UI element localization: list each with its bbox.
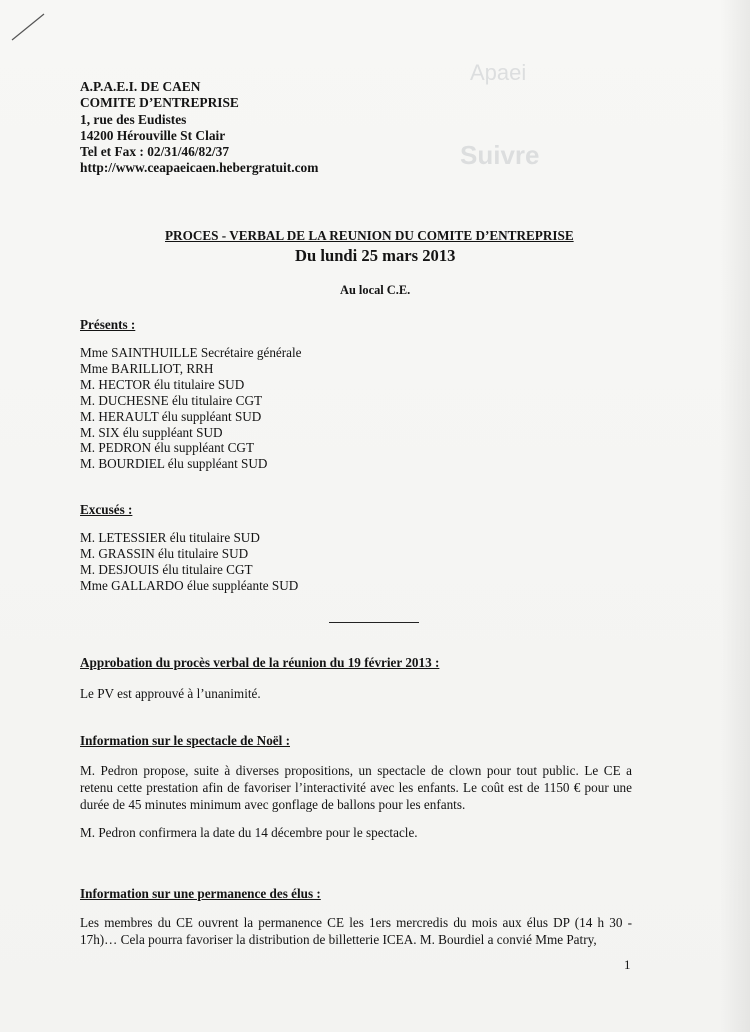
list-item: M. BOURDIEL élu suppléant SUD	[80, 456, 268, 472]
noel-date-paragraph: M. Pedron confirmera la date du 14 décembre pour le spectacle.	[80, 825, 418, 840]
permanence-heading: Information sur une permanence des élus :	[80, 886, 321, 901]
approbation-text: Le PV est approuvé à l’unanimité.	[80, 686, 261, 701]
page-number: 1	[624, 957, 631, 972]
list-item: M. GRASSIN élu titulaire SUD	[80, 545, 249, 561]
presents-heading: Présents :	[80, 317, 136, 332]
approbation-heading: Approbation du procès verbal de la réunion du 19 février 2013 :	[80, 655, 440, 670]
header-url: http://www.ceapaeicaen.hebergratuit.com	[80, 160, 319, 176]
excuses-heading: Excusés :	[80, 502, 133, 517]
section-separator	[329, 622, 419, 623]
organization-header	[80, 79, 318, 177]
bleed-through-text: Suivre	[460, 140, 540, 170]
list-item: M. SIX élu suppléant SUD	[80, 424, 223, 440]
header-line: 1, rue des Eudistes	[80, 111, 187, 127]
presents-list	[80, 345, 302, 472]
list-item: M. DUCHESNE élu titulaire CGT	[80, 392, 263, 408]
noel-heading: Information sur le spectacle de Noël :	[80, 733, 290, 748]
permanence-paragraph: Les membres du CE ouvrent la permanence CE les 1ers mercredis du mois aux élus DP (14 h 30 - 17h)… Cela pourra favoriser la distribution de billetterie ICEA. M. Bourdiel a convié Mme Patry,	[80, 915, 632, 948]
list-item: M. PEDRON élu suppléant CGT	[80, 440, 254, 456]
document-title: PROCES - VERBAL DE LA REUNION DU COMITE D’ENTREPRISE	[165, 228, 574, 243]
list-item: M. HERAULT élu suppléant SUD	[80, 408, 262, 424]
meeting-location: Au local C.E.	[340, 283, 411, 297]
list-item: M. LETESSIER élu titulaire SUD	[80, 530, 260, 545]
list-item: Mme GALLARDO élue suppléante SUD	[80, 577, 299, 593]
list-item: Mme SAINTHUILLE Secrétaire générale	[80, 345, 302, 360]
pen-stroke-mark	[8, 8, 48, 48]
list-item: Mme BARILLIOT, RRH	[80, 360, 214, 376]
list-item: M. HECTOR élu titulaire SUD	[80, 376, 245, 392]
header-line: 14200 Hérouville St Clair	[80, 127, 226, 143]
excuses-list	[80, 530, 298, 594]
list-item: M. DESJOUIS élu titulaire CGT	[80, 561, 253, 577]
header-line: Tel et Fax : 02/31/46/82/37	[80, 144, 230, 160]
paper-edge-shadow	[720, 0, 750, 1032]
noel-paragraph: M. Pedron propose, suite à diverses propositions, un spectacle de clown pour tout public. Le CE a retenu cette prestation afin de favoriser l’interactivité avec les enfants. Le coût est de 1150 € pour une durée de 45 minutes minimum avec gonflage de ballons pour les enfants.	[80, 763, 632, 813]
header-line: COMITE D’ENTREPRISE	[80, 95, 239, 111]
bleed-through-text: Apaei	[470, 60, 527, 85]
header-line: A.P.A.E.I. DE CAEN	[80, 79, 201, 94]
meeting-date: Du lundi 25 mars 2013	[295, 246, 456, 265]
